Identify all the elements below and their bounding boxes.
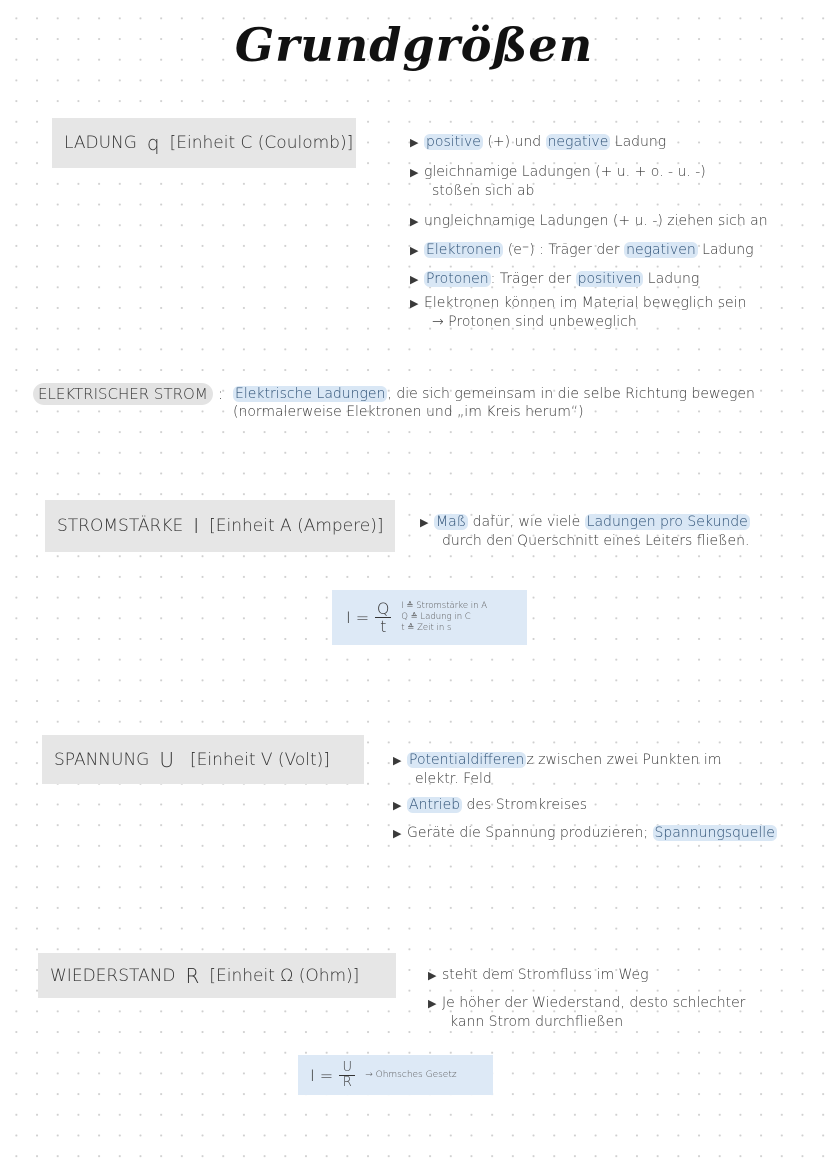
- bullet-text: elektr. Feld: [415, 771, 492, 787]
- bullet-text: des Stromkreises: [462, 797, 588, 813]
- strom-label: ELEKTRISCHER STROM: [33, 383, 213, 405]
- bullet-line: [428, 1013, 745, 1031]
- formula-denominator: t: [380, 617, 387, 636]
- bullet-text: (e⁻) : Träger der: [503, 242, 625, 258]
- formula-lhs: I =: [310, 1065, 334, 1085]
- formula-numerator: Q: [376, 599, 390, 618]
- bullet-item: [420, 513, 750, 550]
- highlighted-term: Antrieb: [409, 797, 461, 813]
- strom-text: , die sich gemeinsam in die selbe Richtung bewegen: [387, 386, 755, 402]
- bullet-line: [428, 994, 745, 1013]
- highlighted-term: Ladungen pro Sekunde: [586, 514, 748, 530]
- highlighted-term: Maß: [436, 514, 467, 530]
- highlighted-term: Protonen: [426, 271, 489, 287]
- bullet-item: [410, 212, 768, 231]
- bullet-text: → Protonen sind unbeweglich: [432, 314, 637, 330]
- formula-lhs: I =: [346, 608, 370, 627]
- stromstaerke-label-box: [45, 500, 395, 552]
- legend-line: I ≙ Stromstärke in A: [401, 601, 488, 611]
- bullet-text: dafür, wie viele: [468, 514, 585, 530]
- formula-legend: [401, 601, 487, 634]
- spannung-label-box: [42, 735, 364, 784]
- ladung-label: LADUNG: [64, 133, 137, 153]
- bullet-text: Ladung: [643, 271, 700, 287]
- bullet-text: Elektronen können im Material beweglich sein: [424, 295, 747, 311]
- formula-fraction: [339, 1061, 355, 1090]
- bullet-item: [410, 163, 706, 200]
- bullet-line: [393, 796, 587, 815]
- bullet-line: [420, 513, 750, 532]
- highlighted-term: Potentialdifferen: [409, 752, 525, 768]
- bullet-arrow-icon: ▶: [428, 997, 437, 1010]
- bullet-arrow-icon: ▶: [428, 969, 437, 982]
- stromstaerke-formula: [332, 590, 527, 645]
- formula-fraction: [375, 600, 391, 635]
- bullet-arrow-icon: ▶: [410, 297, 419, 310]
- strom-text-line2: (normalerweise Elektronen und „im Kreis herum“): [233, 404, 584, 420]
- stromstaerke-symbol: I: [193, 514, 200, 538]
- strom-heading: [33, 384, 223, 403]
- bullet-arrow-icon: ▶: [393, 799, 402, 812]
- bullet-line: [393, 751, 721, 770]
- bullet-text: stoßen sich ab: [432, 183, 535, 199]
- ladung-symbol: q: [146, 131, 160, 155]
- bullet-text: z zwischen zwei Punkten im: [526, 752, 722, 768]
- strom-highlight: Elektrische Ladungen: [235, 386, 386, 402]
- bullet-line: [410, 270, 699, 289]
- highlighted-term: Spannungsquelle: [654, 825, 775, 841]
- bullet-text: gleichnamige Ladungen (+ u. + o. - u. -): [424, 164, 706, 180]
- bullet-arrow-icon: ▶: [410, 166, 419, 179]
- bullet-text: kann Strom durchfließen: [450, 1014, 624, 1030]
- strom-definition: [233, 385, 755, 421]
- spannung-symbol: U: [159, 747, 174, 772]
- legend-line: Q ≙ Ladung in C: [401, 612, 471, 622]
- bullet-line: [410, 241, 754, 260]
- highlighted-term: positiven: [577, 271, 642, 287]
- stromstaerke-label: STROMSTÄRKE: [57, 516, 184, 536]
- bullet-item: [410, 133, 666, 152]
- bullet-text: : Träger der: [490, 271, 576, 287]
- formula-numerator: U: [342, 1059, 352, 1075]
- bullet-line: [428, 966, 649, 985]
- bullet-arrow-icon: ▶: [410, 136, 419, 149]
- highlighted-term: Elektronen: [426, 242, 502, 258]
- bullet-item: [410, 270, 699, 289]
- bullet-arrow-icon: ▶: [410, 244, 419, 257]
- legend-line: t ≙ Zeit in s: [401, 623, 452, 633]
- bullet-line: [410, 313, 746, 331]
- ohm-formula: [298, 1055, 493, 1095]
- page-title: Grundgrößen: [234, 18, 594, 72]
- bullet-text: (+) und: [482, 134, 546, 150]
- bullet-item: [393, 796, 587, 815]
- widerstand-symbol: R: [185, 963, 200, 988]
- bullet-line: [410, 294, 746, 313]
- bullet-text: Ladung: [697, 242, 754, 258]
- bullet-line: [410, 182, 706, 200]
- bullet-arrow-icon: ▶: [410, 273, 419, 286]
- formula-note: → Ohmsches Gesetz: [365, 1069, 457, 1080]
- bullet-item: [393, 751, 721, 788]
- widerstand-label: WIEDERSTAND: [50, 965, 176, 986]
- highlighted-term: negativen: [626, 242, 696, 258]
- widerstand-unit: [Einheit Ω (Ohm)]: [209, 965, 360, 986]
- spannung-unit: [Einheit V (Volt)]: [190, 749, 330, 770]
- bullet-line: [410, 163, 706, 182]
- ladung-label-box: [52, 118, 356, 168]
- bullet-arrow-icon: ▶: [393, 754, 402, 767]
- bullet-line: [420, 532, 750, 550]
- highlighted-term: positive: [426, 134, 481, 150]
- bullet-arrow-icon: ▶: [410, 215, 419, 228]
- bullet-text: Geräte die Spannung produzieren;: [407, 825, 653, 841]
- formula-denominator: R: [342, 1074, 352, 1090]
- bullet-arrow-icon: ▶: [393, 827, 402, 840]
- bullet-arrow-icon: ▶: [420, 516, 429, 529]
- bullet-item: [428, 994, 745, 1031]
- bullet-text: steht dem Stromfluss im Weg: [442, 967, 649, 983]
- widerstand-label-box: [38, 953, 396, 998]
- bullet-text: durch den Querschnitt eines Leiters fließen.: [442, 533, 750, 549]
- ladung-unit: [Einheit C (Coulomb)]: [169, 133, 354, 153]
- bullet-item: [393, 824, 777, 843]
- bullet-line: [410, 133, 666, 152]
- bullet-line: [393, 824, 777, 843]
- highlighted-term: negative: [547, 134, 609, 150]
- bullet-text: Ladung: [610, 134, 667, 150]
- stromstaerke-unit: [Einheit A (Ampere)]: [209, 516, 384, 536]
- bullet-item: [428, 966, 649, 985]
- bullet-text: ungleichnamige Ladungen (+ u. -) ziehen sich an: [424, 213, 768, 229]
- bullet-item: [410, 241, 754, 260]
- bullet-line: [393, 770, 721, 788]
- bullet-text: Je höher der Wiederstand, desto schlechter: [442, 995, 746, 1011]
- spannung-label: SPANNUNG: [54, 749, 150, 770]
- strom-colon: :: [217, 384, 224, 403]
- bullet-line: [410, 212, 768, 231]
- bullet-item: [410, 294, 746, 331]
